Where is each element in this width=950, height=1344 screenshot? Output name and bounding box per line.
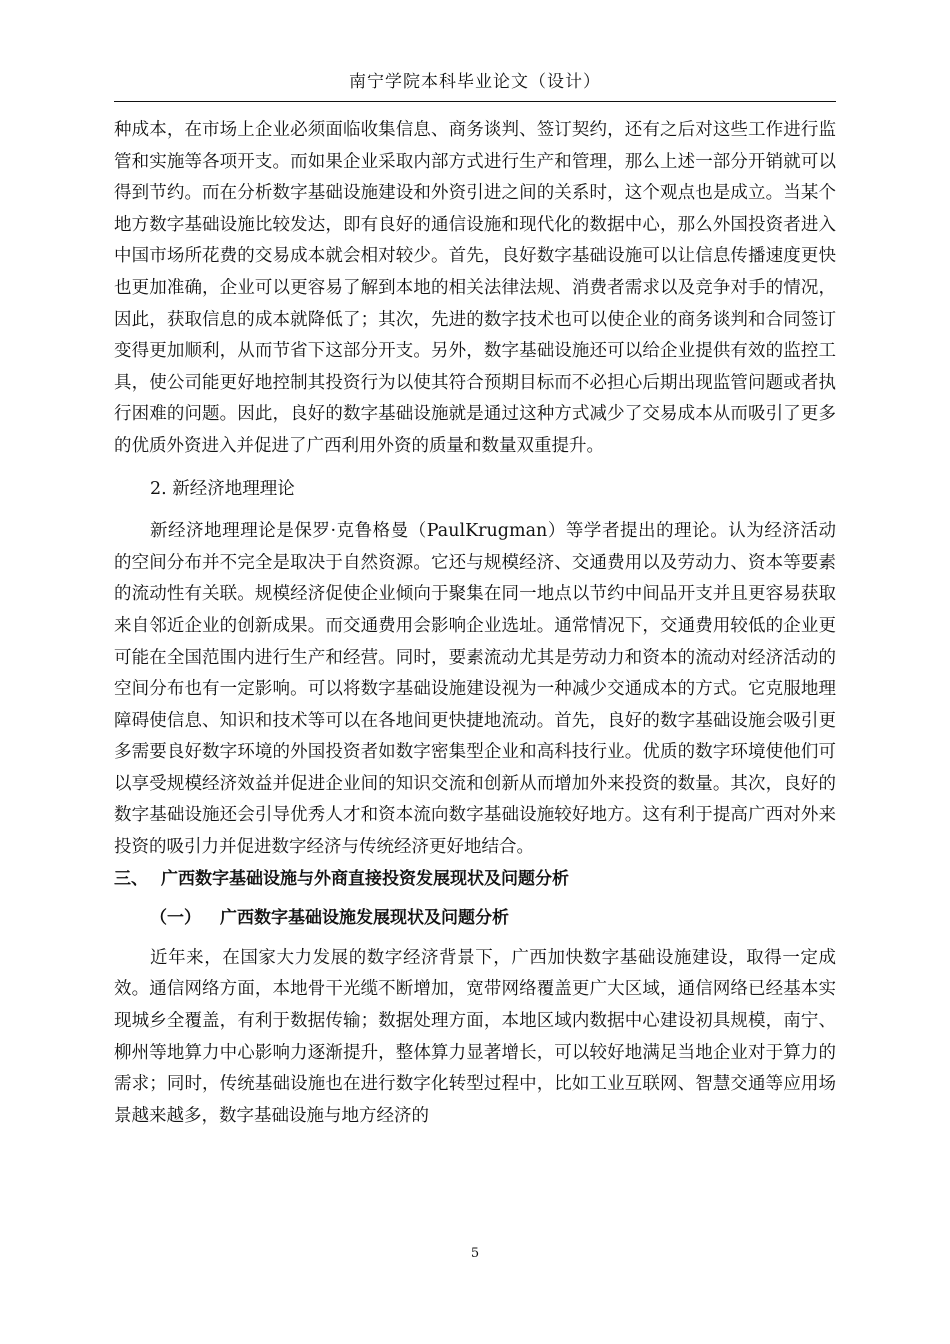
subsection-heading-1	[114, 903, 836, 935]
subsection-title: 广西数字基础设施发展现状及问题分析	[220, 908, 509, 929]
section-number: 三、	[114, 868, 148, 889]
subsection-number: （一）	[150, 908, 201, 929]
paragraph-guangxi-status: 近年来，在国家大力发展的数字经济背景下，广西加快数字基础设施建设，取得一定成效。通信网络方面，本地骨干光缆不断增加，宽带网络覆盖更广大区域，通信网络已经基本实现城乡全覆盖，有利于数据传输；数据处理方面，本地区域内数据中心建设初具规模，南宁、柳州等地算力中心影响力逐渐提升，整体算力显著增长，可以较好地满足当地企业对于算力的需求；同时，传统基础设施也在进行数字化转型过程中，比如工业互联网、智慧交通等应用场景越来越多，数字基础设施与地方经济的	[114, 947, 836, 1126]
page-number: 5	[470, 1246, 480, 1261]
running-header: 南宁学院本科毕业论文（设计）	[349, 72, 601, 92]
section-heading-3	[114, 864, 836, 896]
paragraph-transaction-cost: 种成本，在市场上企业必须面临收集信息、商务谈判、签订契约，还有之后对这些工作进行监管和实施等各项开支。而如果企业采取内部方式进行生产和管理，那么上述一部分开销就可以得到节约。而在分析数字基础设施建设和外资引进之间的关系时，这个观点也是成立。当某个地方数字基础设施比较发达，即有良好的通信设施和现代化的数据中心，那么外国投资者进入中国市场所花费的交易成本就会相对较少。首先，良好数字基础设施可以让信息传播速度更快也更加准确，企业可以更容易了解到本地的相关法律法规、消费者需求以及竞争对手的情况，因此，获取信息的成本就降低了；其次，先进的数字技术也可以使企业的商务谈判和合同签订变得更加顺利，从而节省下这部分开支。另外，数字基础设施还可以给企业提供有效的监控工具，使公司能更好地控制其投资行为以使其符合预期目标而不必担心后期出现监管问题或者执行困难的问题。因此，良好的数字基础设施就是通过这种方式减少了交易成本从而吸引了更多的优质外资进入并促进了广西利用外资的质量和数量双重提升。	[114, 120, 836, 456]
section-title: 广西数字基础设施与外商直接投资发展现状及问题分析	[161, 868, 569, 889]
list-heading-new-economic-geography: 2. 新经济地理理论	[150, 478, 295, 499]
page-content	[114, 115, 836, 1132]
paragraph-new-economic-geography: 新经济地理理论是保罗·克鲁格曼（PaulKrugman）等学者提出的理论。认为经济活动的空间分布并不完全是取决于自然资源。它还与规模经济、交通费用以及劳动力、资本等要素的流动性有关联。规模经济促使企业倾向于聚集在同一地点以节约中间品开支并且更容易获取来自邻近企业的创新成果。而交通费用会影响企业选址。通常情况下，交通费用较低的企业更可能在全国范围内进行生产和经营。同时，要素流动尤其是劳动力和资本的流动对经济活动的空间分布也有一定影响。可以将数字基础设施建设视为一种减少交通成本的方式。它克服地理障碍使信息、知识和技术等可以在各地间更快捷地流动。首先，良好的数字基础设施会吸引更多需要良好数字环境的外国投资者如数字密集型企业和高科技行业。优质的数字环境使他们可以享受规模经济效益并促进企业间的知识交流和创新从而增加外来投资的数量。其次，良好的数字基础设施还会引导优秀人才和资本流向数字基础设施较好地方。这有利于提高广西对外来投资的吸引力并促进数字经济与传统经济更好地结合。	[114, 521, 836, 858]
header-rule	[114, 101, 836, 102]
